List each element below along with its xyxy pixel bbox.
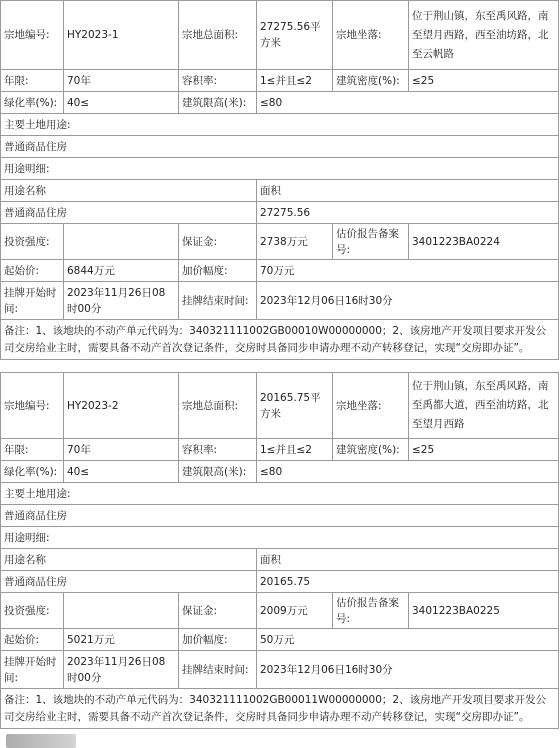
use-area-value: 20165.75 [257, 571, 559, 593]
green-label: 绿化率(%): [1, 461, 64, 483]
table-row [1, 224, 559, 260]
location-value: 位于荆山镇，东至禹风路，南至禹都大道，西至油坊路，北至望月西路 [409, 373, 559, 439]
far-label: 容积率: [179, 70, 257, 92]
use-name-header: 用途名称 [1, 549, 257, 571]
height-label: 建筑限高(米): [179, 92, 257, 114]
term-label: 年限: [1, 70, 64, 92]
start-price-value: 5021万元 [64, 629, 179, 651]
use-area-header: 面积 [257, 549, 559, 571]
listing-start-label: 挂牌开始时间: [1, 651, 64, 689]
area-label: 宗地总面积: [179, 373, 257, 439]
use-area-value: 27275.56 [257, 202, 559, 224]
table-row [1, 527, 559, 549]
deposit-value: 2009万元 [257, 593, 333, 629]
location-value: 位于荆山镇，东至禹风路，南至望月西路，西至油坊路，北至云帆路 [409, 1, 559, 70]
appraisal-value: 3401223BA0225 [409, 593, 559, 629]
increment-label: 加价幅度: [179, 629, 257, 651]
green-label: 绿化率(%): [1, 92, 64, 114]
table-row [1, 70, 559, 92]
table-row [1, 461, 559, 483]
listing-start-value: 2023年11月26日08时00分 [64, 282, 179, 320]
listing-end-label: 挂牌结束时间: [179, 651, 257, 689]
density-value: ≤25 [409, 439, 559, 461]
watermark [6, 734, 76, 748]
use-name-value: 普通商品住房 [1, 571, 257, 593]
table-row [1, 439, 559, 461]
invest-label: 投资强度: [1, 224, 64, 260]
table-row [1, 483, 559, 505]
code-label: 宗地编号: [1, 1, 64, 70]
table-row [1, 320, 559, 360]
main-use-value: 普通商品住房 [1, 136, 559, 158]
height-label: 建筑限高(米): [179, 461, 257, 483]
density-value: ≤25 [409, 70, 559, 92]
area-value: 20165.75平方米 [257, 373, 333, 439]
green-value: 40≤ [64, 461, 179, 483]
far-value: 1≤并且≤2 [257, 70, 333, 92]
appraisal-value: 3401223BA0224 [409, 224, 559, 260]
start-price-label: 起始价: [1, 629, 64, 651]
table-row [1, 136, 559, 158]
table-row [1, 202, 559, 224]
location-label: 宗地坐落: [333, 1, 409, 70]
table-row [1, 373, 559, 439]
table-row [1, 549, 559, 571]
area-label: 宗地总面积: [179, 1, 257, 70]
listing-start-label: 挂牌开始时间: [1, 282, 64, 320]
table-row [1, 629, 559, 651]
location-label: 宗地坐落: [333, 373, 409, 439]
appraisal-label: 估价报告备案号: [333, 224, 409, 260]
use-name-value: 普通商品住房 [1, 202, 257, 224]
deposit-label: 保证金: [179, 593, 257, 629]
table-row [1, 689, 559, 729]
use-detail-label: 用途明细: [1, 527, 559, 549]
table-row [1, 651, 559, 689]
code-value: HY2023-1 [64, 1, 179, 70]
note-text: 备注：1、该地块的不动产单元代码为：340321111002GB00010W00000000；2、该房地产开发项目要求开发公司交房给业主时，需要具备不动产首次登记条件，交房时具备同步申请办理不动产转移登记，实现“交房即办证”。 [1, 320, 559, 360]
code-label: 宗地编号: [1, 373, 64, 439]
start-price-value: 6844万元 [64, 260, 179, 282]
table-row [1, 593, 559, 629]
parcel-table-1 [0, 0, 559, 360]
table-row [1, 260, 559, 282]
table-row [1, 158, 559, 180]
table-row [1, 571, 559, 593]
density-label: 建筑密度(%): [333, 439, 409, 461]
term-value: 70年 [64, 439, 179, 461]
green-value: 40≤ [64, 92, 179, 114]
appraisal-label: 估价报告备案号: [333, 593, 409, 629]
table-row [1, 505, 559, 527]
term-value: 70年 [64, 70, 179, 92]
invest-label: 投资强度: [1, 593, 64, 629]
listing-end-value: 2023年12月06日16时30分 [257, 282, 559, 320]
term-label: 年限: [1, 439, 64, 461]
main-use-value: 普通商品住房 [1, 505, 559, 527]
table-row [1, 282, 559, 320]
use-area-header: 面积 [257, 180, 559, 202]
height-value: ≤80 [257, 92, 559, 114]
table-row [1, 92, 559, 114]
invest-value [64, 593, 179, 629]
increment-value: 50万元 [257, 629, 559, 651]
invest-value [64, 224, 179, 260]
table-row [1, 1, 559, 70]
increment-label: 加价幅度: [179, 260, 257, 282]
main-use-label: 主要土地用途: [1, 114, 559, 136]
area-value: 27275.56平方米 [257, 1, 333, 70]
use-name-header: 用途名称 [1, 180, 257, 202]
main-use-label: 主要土地用途: [1, 483, 559, 505]
height-value: ≤80 [257, 461, 559, 483]
table-row [1, 114, 559, 136]
deposit-value: 2738万元 [257, 224, 333, 260]
note-text: 备注：1、该地块的不动产单元代码为：340321111002GB00011W00000000；2、该房地产开发项目要求开发公司交房给业主时，需要具备不动产首次登记条件，交房时具备同步申请办理不动产转移登记，实现“交房即办证”。 [1, 689, 559, 729]
far-value: 1≤并且≤2 [257, 439, 333, 461]
listing-start-value: 2023年11月26日08时00分 [64, 651, 179, 689]
deposit-label: 保证金: [179, 224, 257, 260]
listing-end-value: 2023年12月06日16时30分 [257, 651, 559, 689]
listing-end-label: 挂牌结束时间: [179, 282, 257, 320]
increment-value: 70万元 [257, 260, 559, 282]
parcel-table-2 [0, 372, 559, 729]
far-label: 容积率: [179, 439, 257, 461]
start-price-label: 起始价: [1, 260, 64, 282]
use-detail-label: 用途明细: [1, 158, 559, 180]
code-value: HY2023-2 [64, 373, 179, 439]
table-row [1, 180, 559, 202]
density-label: 建筑密度(%): [333, 70, 409, 92]
